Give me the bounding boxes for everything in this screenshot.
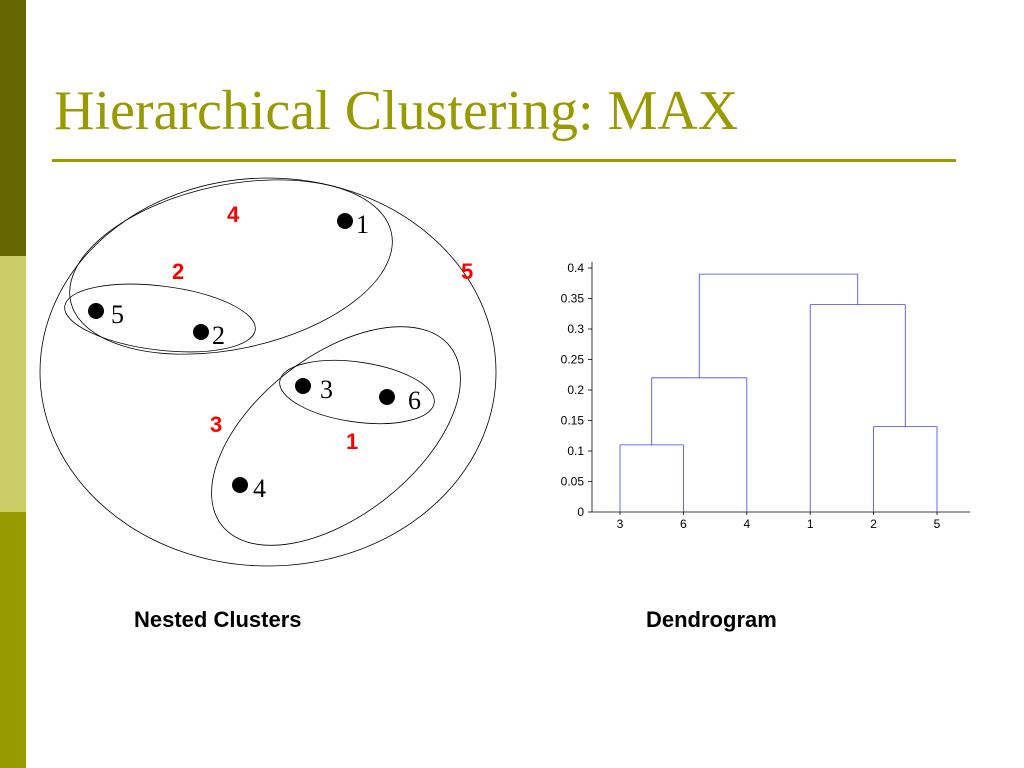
point-marker-5 xyxy=(88,303,104,319)
point-marker-6 xyxy=(379,389,395,405)
point-label-2: 2 xyxy=(212,321,225,350)
dendrogram-axes xyxy=(561,261,970,531)
merge-order-label-4: 4 xyxy=(227,202,240,227)
y-tick-label: 0.25 xyxy=(560,352,584,367)
x-tick-label: 4 xyxy=(743,517,751,531)
y-tick-label: 0.3 xyxy=(567,322,584,336)
merge-order-label-5: 5 xyxy=(461,259,474,284)
point-marker-1 xyxy=(337,213,353,229)
point-marker-3 xyxy=(295,378,311,394)
y-tick-label: 0.05 xyxy=(560,474,584,489)
y-tick-label: 0.35 xyxy=(560,291,584,306)
merge-order-label-2: 2 xyxy=(172,259,185,284)
point-label-6: 6 xyxy=(408,386,421,415)
y-tick-label: 0.2 xyxy=(567,383,584,397)
slide-title: Hierarchical Clustering: MAX xyxy=(54,80,739,142)
x-tick-label: 2 xyxy=(870,517,877,531)
point-label-3: 3 xyxy=(320,375,333,404)
dendrogram-chart xyxy=(561,261,970,531)
point-marker-2 xyxy=(193,324,209,340)
merge-order-label-1: 1 xyxy=(346,429,359,454)
x-tick-label: 3 xyxy=(616,517,624,531)
x-tick-label: 1 xyxy=(806,517,814,531)
nested-clusters-caption: Nested Clusters xyxy=(134,607,302,632)
nested-clusters-diagram xyxy=(40,153,500,589)
dendrogram-links xyxy=(620,274,937,512)
dendrogram-caption: Dendrogram xyxy=(646,607,777,632)
point-label-4: 4 xyxy=(253,474,266,503)
merge-order-label-3: 3 xyxy=(210,412,223,437)
point-marker-4 xyxy=(232,477,248,493)
y-tick-label: 0.15 xyxy=(560,413,584,428)
y-tick-label: 0.4 xyxy=(567,261,584,275)
x-tick-label: 6 xyxy=(680,517,687,531)
point-label-5: 5 xyxy=(111,300,124,329)
x-tick-label: 5 xyxy=(933,517,941,531)
point-label-1: 1 xyxy=(356,210,369,239)
y-tick-label: 0.1 xyxy=(567,444,584,458)
y-tick-label: 0 xyxy=(577,505,584,519)
cluster-boundary-5 xyxy=(40,178,496,566)
cluster-boundary-2 xyxy=(61,275,259,362)
